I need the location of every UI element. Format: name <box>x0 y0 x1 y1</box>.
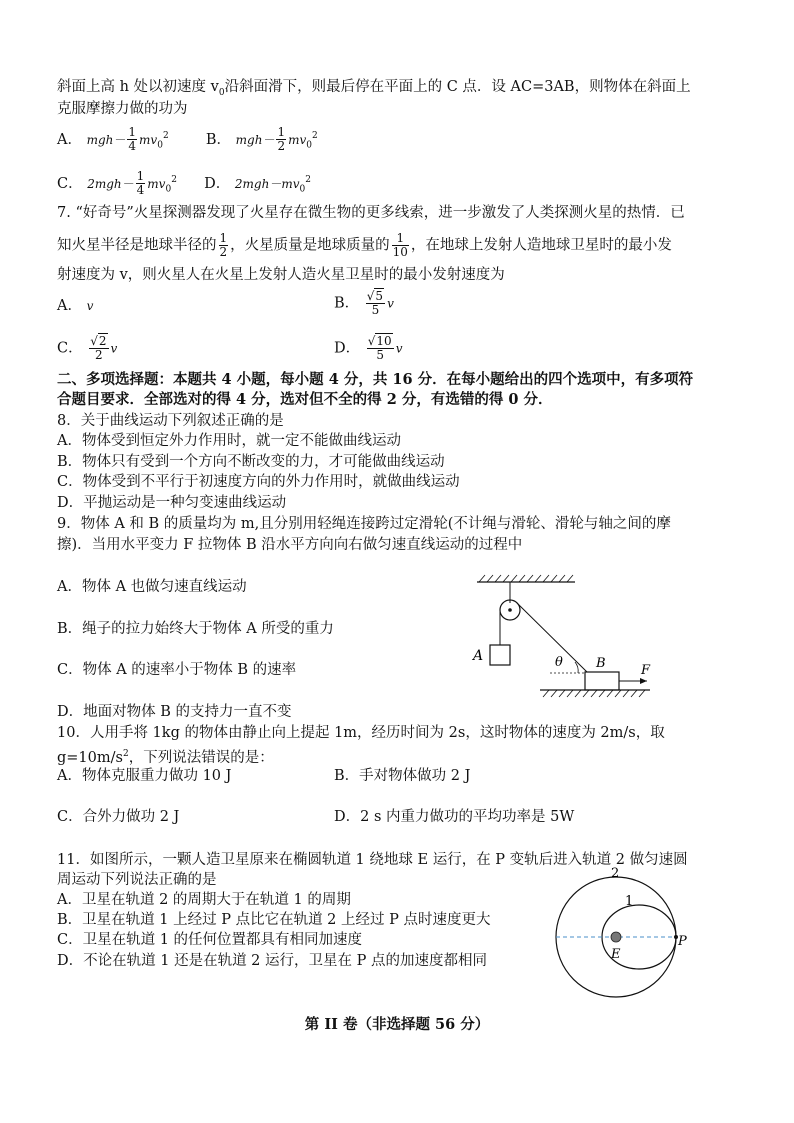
sqrt-sign: √ <box>367 334 376 348</box>
q9-option-a: A．物体 A 也做匀速直线运动 <box>57 579 247 595</box>
option-expr: mgh－ <box>86 132 126 147</box>
q7-option-c <box>57 335 117 362</box>
option-label: D． <box>334 340 361 357</box>
label-orbit-2: 2 <box>611 866 620 881</box>
variable-v: v <box>387 296 394 311</box>
q7-stem-line3: 射速度为 v，则火星人在火星上发射人造火星卫星时的最小发射速度为 <box>57 267 505 283</box>
q11-option-d: D．不论在轨道 1 还是在轨道 2 运行，卫星在 P 点的加速度都相同 <box>57 953 487 969</box>
q7-line2-b: ，火星质量是地球质量的 <box>230 237 390 254</box>
numerator: 1 <box>128 125 137 140</box>
q8-option-a: A．物体受到恒定外力作用时，就一定不能做曲线运动 <box>57 433 401 449</box>
q6-line1-text: 斜面上高 h 处以初速度 v <box>57 79 219 95</box>
q11-option-a: A．卫星在轨道 2 的周期大于在轨道 1 的周期 <box>57 892 351 908</box>
variable-v: v <box>110 341 118 356</box>
q10-option-a: A．物体克服重力做功 10 J <box>57 768 232 784</box>
denominator: 2 <box>277 139 286 154</box>
q8-option-d: D．平抛运动是一种匀变速曲线运动 <box>57 495 287 511</box>
q11-stem-line1: 11．如图所示，一颗人造卫星原来在椭圆轨道 1 绕地球 E 运行，在 P 变轨后进入轨道 2 做匀速圆 <box>57 852 688 868</box>
label-a: A <box>473 648 484 664</box>
ground <box>540 690 650 697</box>
sqrt-sign: √ <box>366 289 375 303</box>
q11-stem-line2: 周运动下列说法正确的是 <box>57 872 217 888</box>
q10-option-b: B．手对物体做功 2 J <box>334 768 471 784</box>
q9-option-d: D．地面对物体 B 的支持力一直不变 <box>57 704 292 720</box>
q11-option-c: C．卫星在轨道 1 的任何位置都具有相同加速度 <box>57 932 363 948</box>
q7-line2-c: ，在地球上发射人造地球卫星时的最小发 <box>410 237 672 254</box>
fraction <box>219 232 229 259</box>
subscript: 0 <box>299 184 306 195</box>
q6-line1-tail: 沿斜面滑下，则最后停在平面上的 C 点．设 AC=3AB，则物体在斜面上 <box>224 79 691 95</box>
denominator: 2 <box>219 245 228 259</box>
superscript: 2 <box>171 175 177 185</box>
variable-v: v <box>395 341 403 356</box>
q9-stem-line2: 擦)．当用水平变力 F 拉物体 B 沿水平方向向右做匀速直线运动的过程中 <box>57 537 523 553</box>
q7-option-d <box>334 335 402 362</box>
block-b <box>585 672 619 690</box>
label-orbit-1: 1 <box>625 894 634 909</box>
q8-option-c: C．物体受到不平行于初速度方向的外力作用时，就做曲线运动 <box>57 474 460 490</box>
label-b: B <box>596 656 606 671</box>
rope-to-b <box>517 603 587 672</box>
superscript: 2 <box>312 131 318 141</box>
option-label: B． <box>334 295 360 312</box>
label-f: F <box>641 663 651 678</box>
option-expr: 2mgh－ <box>87 176 134 191</box>
section2-heading-line1: 二、多项选择题：本题共 4 小题，每小题 4 分，共 16 分．在每小题给出的四个选项中，有多项符 <box>57 371 694 388</box>
fraction <box>127 126 137 153</box>
q6-option-a <box>57 126 318 156</box>
section2-heading-line2: 合题目要求．全部选对的得 4 分，选对但不全的得 2 分，有选错的得 0 分． <box>57 391 553 408</box>
numerator: 1 <box>277 125 286 140</box>
option-expr-tail: mv <box>139 132 158 147</box>
q8-stem: 8．关于曲线运动下列叙述正确的是 <box>57 413 284 429</box>
q10-option-d: D．2 s 内重力做功的平均功率是 5W <box>334 809 575 825</box>
q10-option-c: C．合外力做功 2 J <box>57 809 180 825</box>
q6-option-c <box>57 170 311 200</box>
option-expr: 2mgh－mv <box>234 176 300 191</box>
q9-option-b: B．绳子的拉力始终大于物体 A 所受的重力 <box>57 621 334 637</box>
fraction <box>392 232 409 259</box>
label-earth: E <box>611 947 621 962</box>
block-a <box>490 645 510 665</box>
fraction <box>276 126 286 153</box>
q7-stem-line2 <box>57 232 672 259</box>
option-label: A． <box>57 131 82 148</box>
fraction <box>367 335 394 362</box>
option-expr-tail: mv <box>147 176 166 191</box>
numerator <box>89 335 108 349</box>
numerator <box>367 335 394 349</box>
label-theta: θ <box>555 655 563 670</box>
arrow-head <box>640 678 647 684</box>
option-expr: mgh－ <box>235 132 275 147</box>
radicand: 2 <box>98 334 107 348</box>
q10-stem-line1: 10．人用手将 1kg 的物体由静止向上提起 1m，经历时间为 2s，这时物体的速度为 2m/s，取 <box>57 725 665 741</box>
q7-option-a <box>57 296 93 316</box>
fraction <box>366 290 385 317</box>
option-label: A． <box>57 298 82 314</box>
numerator <box>366 290 385 304</box>
superscript: 2 <box>122 749 129 759</box>
subscript: 0 <box>157 140 163 151</box>
numerator: 1 <box>219 231 228 245</box>
q11-option-b: B．卫星在轨道 1 上经过 P 点比它在轨道 2 上经过 P 点时速度更大 <box>57 912 491 928</box>
v0-subscript: 0 <box>218 87 225 98</box>
option-value: v <box>86 299 94 313</box>
option-label: D． <box>204 175 231 192</box>
ceiling <box>477 575 575 582</box>
sqrt-sign: √ <box>90 334 98 348</box>
q10-line2: g=10m/s <box>57 749 123 766</box>
q7-option-b <box>334 290 394 317</box>
part2-title: 第 II 卷（非选择题 56 分） <box>304 1016 490 1033</box>
q8-option-b: B．物体只有受到一个方向不断改变的力，才可能做曲线运动 <box>57 454 445 470</box>
q9-option-c: C．物体 A 的速率小于物体 B 的速率 <box>57 662 297 678</box>
q10-line2-tail: ，下列说法错误的是： <box>128 749 274 766</box>
subscript: 0 <box>306 140 312 151</box>
option-label: C． <box>57 340 83 357</box>
denominator: 5 <box>371 303 380 317</box>
q10-stem-line2 <box>57 744 274 768</box>
q7-line2-a: 知火星半径是地球半径的 <box>57 237 217 254</box>
denominator: 2 <box>95 348 103 362</box>
denominator: 4 <box>128 139 137 154</box>
fraction <box>136 170 146 197</box>
option-label: C． <box>57 175 83 192</box>
q9-stem-line1: 9．物体 A 和 B 的质量均为 m,且分别用轻绳连接跨过定滑轮(不计绳与滑轮、滑轮与轴之间的摩 <box>57 516 671 532</box>
numerator: 1 <box>392 232 409 246</box>
q7-stem-line1: 7. “好奇号”火星探测器发现了火星存在微生物的更多线索，进一步激发了人类探测火星的热情．已 <box>57 205 685 221</box>
denominator: 10 <box>392 245 408 259</box>
pulley-figure <box>465 570 665 705</box>
label-p: P <box>678 934 687 949</box>
denominator: 5 <box>376 348 385 362</box>
denominator: 4 <box>136 183 145 198</box>
option-expr-tail: mv <box>288 132 307 147</box>
superscript: 2 <box>162 131 169 141</box>
numerator: 1 <box>136 169 145 184</box>
orbit-figure <box>550 865 695 1005</box>
angle-arc <box>575 662 578 673</box>
fraction <box>89 335 108 362</box>
pulley-center <box>508 608 512 612</box>
radicand: 5 <box>375 289 384 303</box>
earth <box>611 932 621 942</box>
option-label: B． <box>205 131 232 148</box>
q6-stem-line2: 克服摩擦力做的功为 <box>57 101 188 117</box>
radicand: 10 <box>376 334 392 348</box>
superscript: 2 <box>305 175 311 185</box>
subscript: 0 <box>165 184 172 195</box>
